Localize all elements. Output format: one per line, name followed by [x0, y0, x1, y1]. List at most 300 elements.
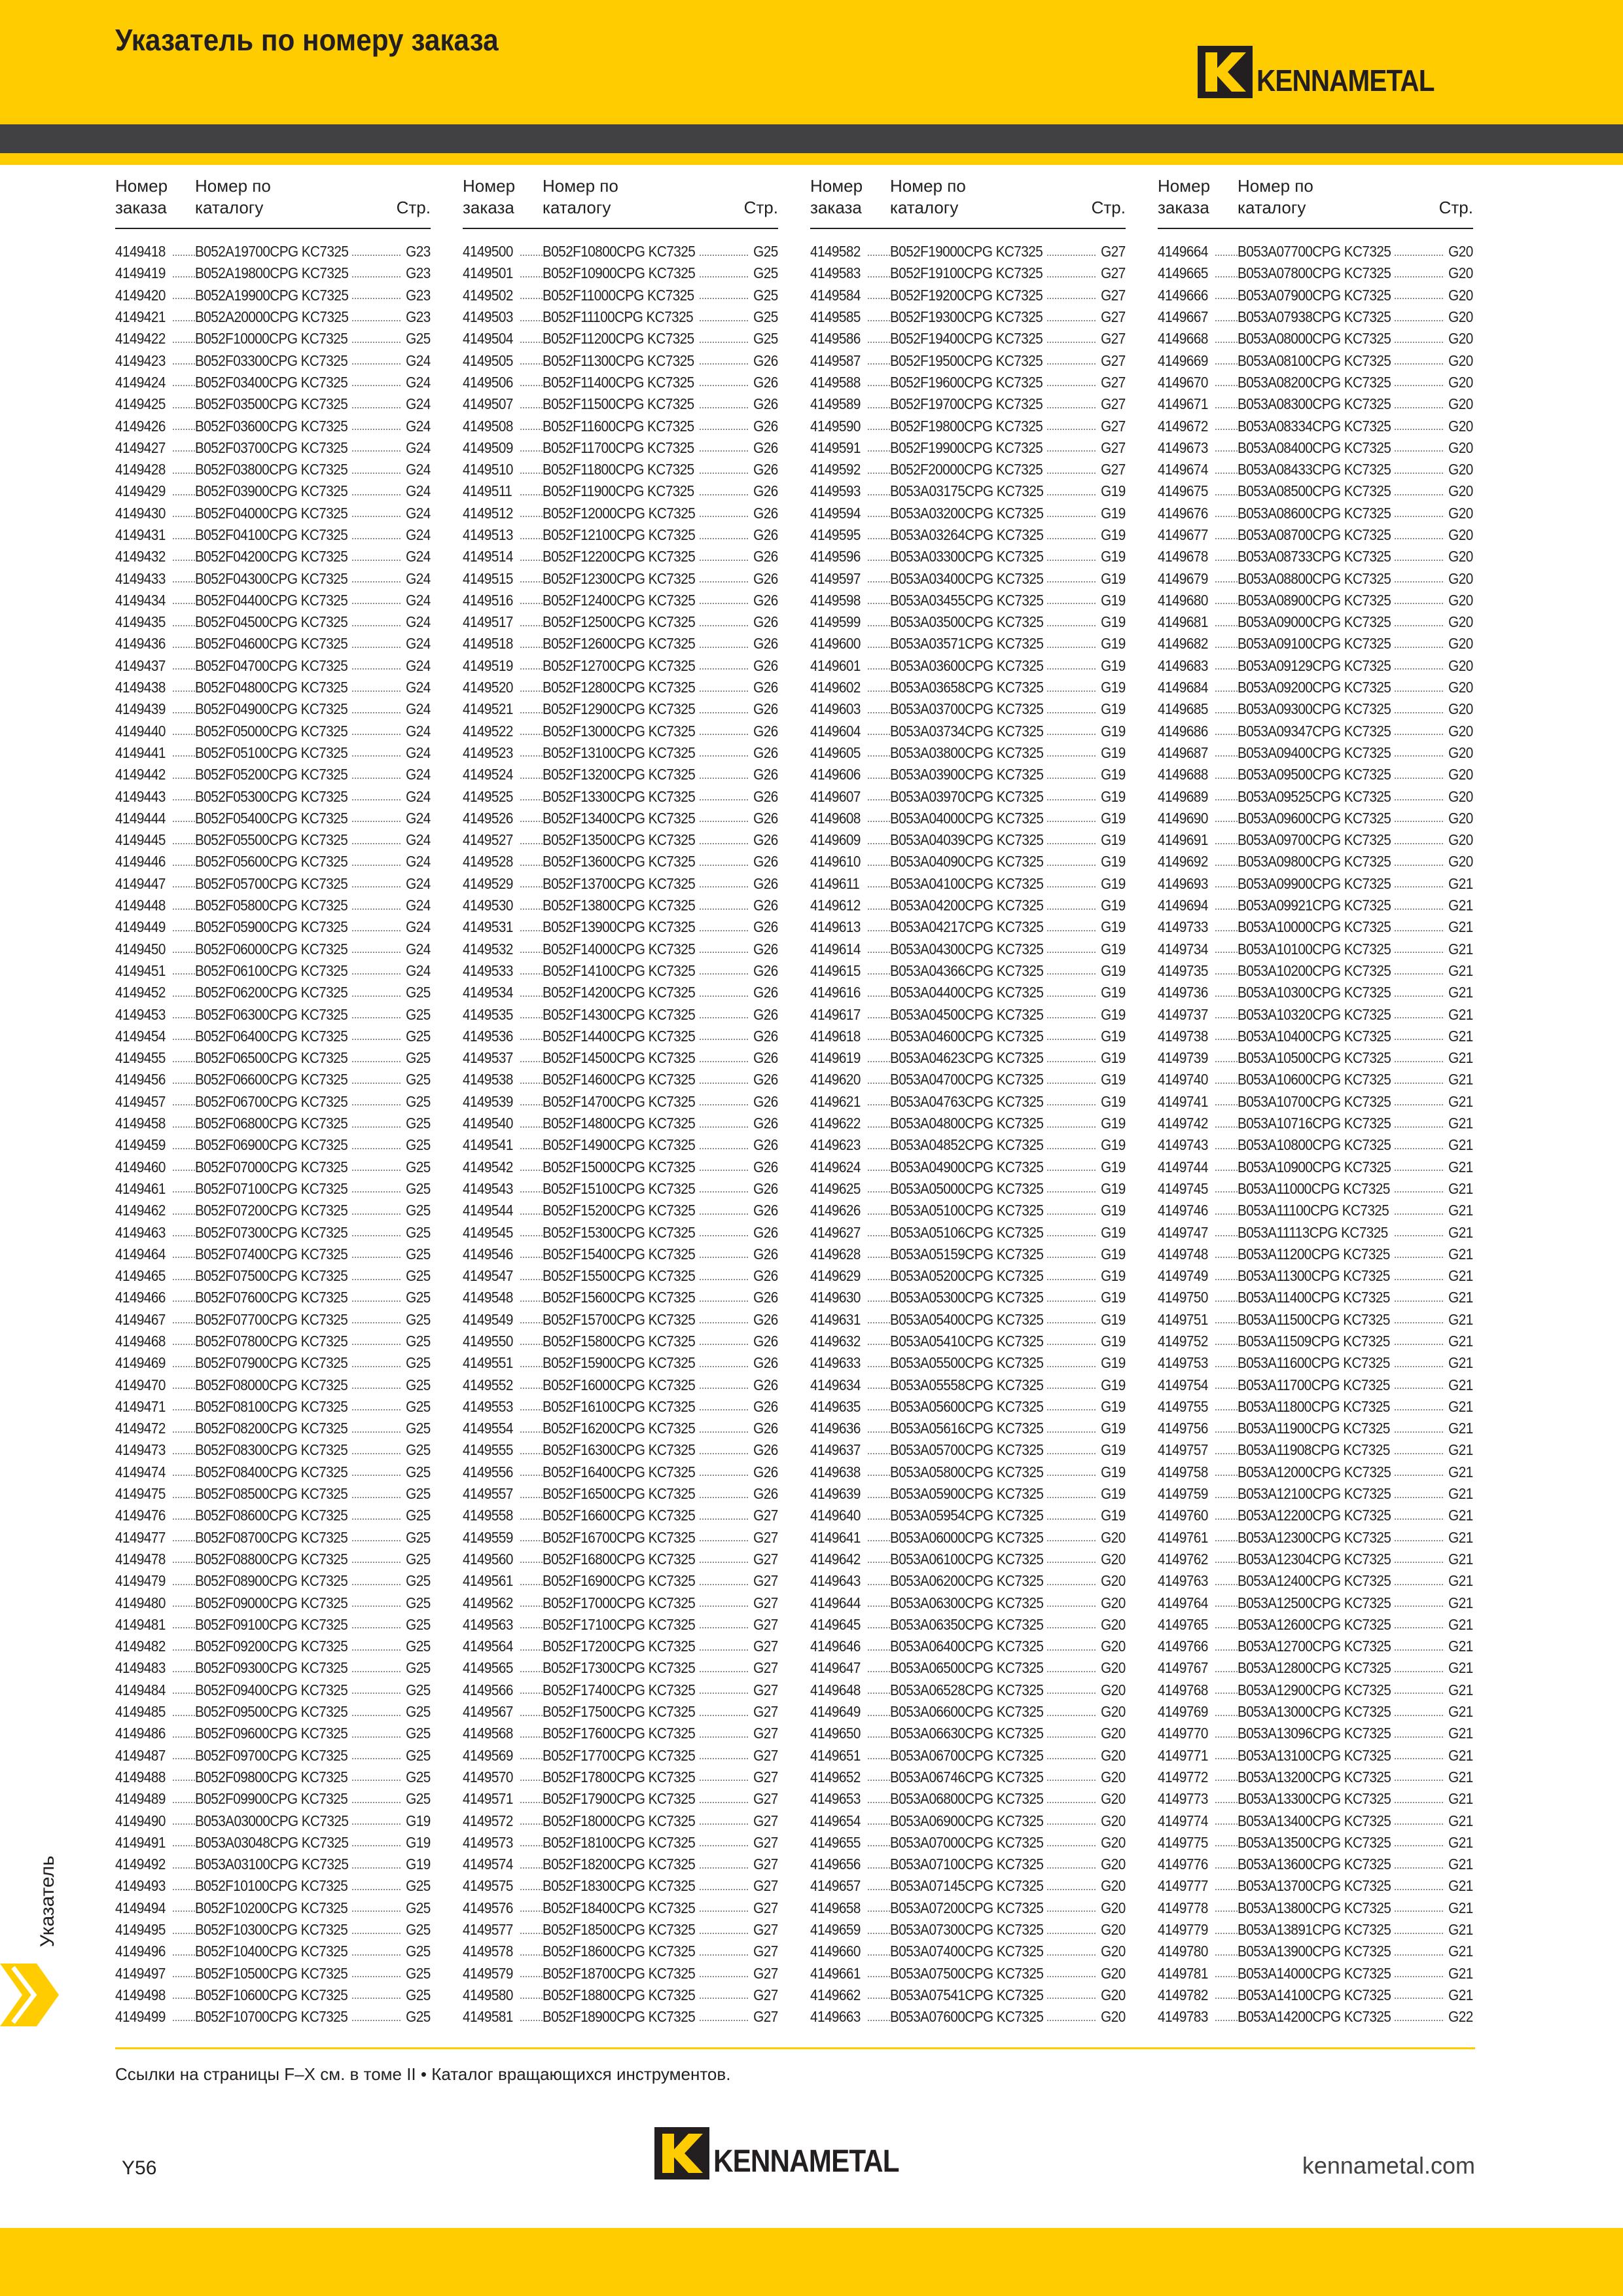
page-ref[interactable]: G20	[1448, 635, 1473, 653]
page-ref[interactable]: G19	[1101, 1507, 1126, 1524]
page-ref[interactable]: G21	[1448, 1071, 1473, 1088]
page-ref[interactable]: G26	[753, 1441, 778, 1459]
page-ref[interactable]: G24	[406, 504, 431, 522]
page-ref[interactable]: G19	[1101, 984, 1126, 1001]
page-ref[interactable]: G26	[753, 482, 778, 500]
page-ref[interactable]: G21	[1448, 1310, 1473, 1328]
page-ref[interactable]: G19	[1101, 1005, 1126, 1023]
page-ref[interactable]: G24	[406, 787, 431, 805]
page-ref[interactable]: G21	[1448, 1136, 1473, 1154]
page-ref[interactable]: G20	[1101, 1899, 1126, 1916]
page-ref[interactable]: G19	[1101, 1027, 1126, 1045]
page-ref[interactable]: G26	[753, 1027, 778, 1045]
page-ref[interactable]: G20	[1101, 1768, 1126, 1785]
page-ref[interactable]: G19	[1101, 548, 1126, 565]
page-ref[interactable]: G19	[1101, 1354, 1126, 1372]
page-ref[interactable]: G24	[406, 766, 431, 783]
page-ref[interactable]: G25	[406, 1158, 431, 1175]
page-ref[interactable]: G20	[1448, 264, 1473, 282]
page-ref[interactable]: G19	[1101, 918, 1126, 936]
page-ref[interactable]: G20	[1101, 1528, 1126, 1546]
page-ref[interactable]: G20	[1101, 1703, 1126, 1721]
page-ref[interactable]: G21	[1448, 1681, 1473, 1698]
page-ref[interactable]: G20	[1448, 744, 1473, 761]
page-ref[interactable]: G25	[406, 1615, 431, 1633]
page-ref[interactable]: G26	[753, 1289, 778, 1306]
page-ref[interactable]: G19	[1101, 1202, 1126, 1219]
page-ref[interactable]: G21	[1448, 1746, 1473, 1764]
page-ref[interactable]: G26	[753, 591, 778, 609]
page-ref[interactable]: G20	[1101, 1572, 1126, 1590]
page-ref[interactable]: G25	[406, 1463, 431, 1480]
page-ref[interactable]: G26	[753, 461, 778, 478]
page-ref[interactable]: G20	[1448, 439, 1473, 456]
page-ref[interactable]: G26	[753, 1485, 778, 1503]
page-ref[interactable]: G19	[1101, 679, 1126, 696]
page-ref[interactable]: G21	[1448, 984, 1473, 1001]
page-ref[interactable]: G26	[753, 1092, 778, 1110]
page-ref[interactable]: G19	[1101, 1179, 1126, 1197]
page-ref[interactable]: G19	[1101, 853, 1126, 870]
page-ref[interactable]: G27	[753, 1615, 778, 1633]
page-ref[interactable]: G20	[1448, 243, 1473, 260]
page-ref[interactable]: G25	[406, 1441, 431, 1459]
page-ref[interactable]: G25	[406, 1768, 431, 1785]
page-ref[interactable]: G26	[753, 1376, 778, 1393]
page-ref[interactable]: G25	[406, 1223, 431, 1241]
page-ref[interactable]: G20	[1448, 395, 1473, 413]
page-ref[interactable]: G26	[753, 1202, 778, 1219]
page-ref[interactable]: G27	[753, 1681, 778, 1698]
page-ref[interactable]: G27	[753, 1725, 778, 1742]
page-ref[interactable]: G24	[406, 526, 431, 543]
page-ref[interactable]: G19	[1101, 1223, 1126, 1241]
page-ref[interactable]: G25	[406, 1703, 431, 1721]
page-ref[interactable]: G19	[406, 1856, 431, 1873]
page-ref[interactable]: G21	[1448, 1659, 1473, 1677]
page-ref[interactable]: G26	[753, 1267, 778, 1285]
page-ref[interactable]: G20	[1448, 417, 1473, 435]
page-ref[interactable]: G26	[753, 679, 778, 696]
page-ref[interactable]: G19	[1101, 722, 1126, 740]
page-ref[interactable]: G25	[406, 1332, 431, 1350]
page-ref[interactable]: G21	[1448, 1550, 1473, 1568]
page-ref[interactable]: G21	[1448, 1921, 1473, 1938]
page-ref[interactable]: G19	[1101, 961, 1126, 979]
page-ref[interactable]: G27	[753, 1638, 778, 1655]
page-ref[interactable]: G25	[406, 1354, 431, 1372]
page-ref[interactable]: G25	[406, 1964, 431, 1982]
page-ref[interactable]: G25	[406, 1202, 431, 1219]
page-ref[interactable]: G21	[1448, 1943, 1473, 1960]
page-ref[interactable]: G24	[406, 439, 431, 456]
page-ref[interactable]: G27	[1101, 351, 1126, 369]
page-ref[interactable]: G21	[1448, 874, 1473, 892]
page-ref[interactable]: G26	[753, 744, 778, 761]
page-ref[interactable]: G26	[753, 1354, 778, 1372]
page-ref[interactable]: G20	[1448, 286, 1473, 304]
page-ref[interactable]: G25	[406, 1420, 431, 1437]
page-ref[interactable]: G26	[753, 1158, 778, 1175]
page-ref[interactable]: G26	[753, 897, 778, 914]
page-ref[interactable]: G20	[1101, 1943, 1126, 1960]
page-ref[interactable]: G19	[1101, 635, 1126, 653]
page-ref[interactable]: G26	[753, 1463, 778, 1480]
page-ref[interactable]: G21	[1448, 1812, 1473, 1829]
page-ref[interactable]: G27	[753, 1768, 778, 1785]
page-ref[interactable]: G25	[406, 1681, 431, 1698]
page-ref[interactable]: G21	[1448, 1441, 1473, 1459]
page-ref[interactable]: G21	[1448, 1202, 1473, 1219]
page-ref[interactable]: G21	[1448, 1092, 1473, 1110]
page-ref[interactable]: G19	[406, 1833, 431, 1851]
page-ref[interactable]: G26	[753, 1245, 778, 1263]
page-ref[interactable]: G25	[406, 330, 431, 348]
page-ref[interactable]: G20	[1448, 373, 1473, 391]
page-ref[interactable]: G20	[1448, 591, 1473, 609]
page-ref[interactable]: G19	[1101, 940, 1126, 958]
page-ref[interactable]: G25	[753, 243, 778, 260]
page-ref[interactable]: G21	[1448, 1332, 1473, 1350]
page-ref[interactable]: G26	[753, 787, 778, 805]
page-ref[interactable]: G21	[1448, 918, 1473, 936]
page-ref[interactable]: G26	[753, 831, 778, 849]
page-ref[interactable]: G26	[753, 1115, 778, 1132]
page-ref[interactable]: G20	[1101, 1594, 1126, 1611]
page-ref[interactable]: G27	[753, 1572, 778, 1590]
page-ref[interactable]: G26	[753, 1049, 778, 1067]
page-ref[interactable]: G26	[753, 1005, 778, 1023]
page-ref[interactable]: G21	[1448, 1005, 1473, 1023]
page-ref[interactable]: G21	[1448, 1507, 1473, 1524]
page-ref[interactable]: G21	[1448, 1158, 1473, 1175]
page-ref[interactable]: G24	[406, 897, 431, 914]
page-ref[interactable]: G21	[1448, 1115, 1473, 1132]
page-ref[interactable]: G21	[1448, 1833, 1473, 1851]
page-ref[interactable]: G26	[753, 504, 778, 522]
page-ref[interactable]: G27	[753, 1964, 778, 1982]
page-ref[interactable]: G20	[1101, 1833, 1126, 1851]
page-ref[interactable]: G20	[1448, 308, 1473, 326]
page-ref[interactable]: G24	[406, 395, 431, 413]
page-ref[interactable]: G25	[753, 286, 778, 304]
page-ref[interactable]: G19	[1101, 526, 1126, 543]
page-ref[interactable]: G24	[406, 548, 431, 565]
page-ref[interactable]: G27	[753, 1790, 778, 1808]
page-ref[interactable]: G20	[1101, 1986, 1126, 2003]
page-ref[interactable]: G27	[753, 1899, 778, 1916]
page-ref[interactable]: G23	[406, 286, 431, 304]
page-ref[interactable]: G21	[1448, 1615, 1473, 1633]
page-ref[interactable]: G26	[753, 1397, 778, 1415]
page-ref[interactable]: G20	[1101, 1877, 1126, 1895]
page-ref[interactable]: G27	[1101, 286, 1126, 304]
page-ref[interactable]: G25	[406, 1746, 431, 1764]
page-ref[interactable]: G26	[753, 1332, 778, 1350]
page-ref[interactable]: G19	[1101, 1158, 1126, 1175]
page-ref[interactable]: G24	[406, 591, 431, 609]
page-ref[interactable]: G27	[753, 1877, 778, 1895]
page-ref[interactable]: G27	[1101, 395, 1126, 413]
page-ref[interactable]: G25	[406, 1289, 431, 1306]
page-ref[interactable]: G21	[1448, 1245, 1473, 1263]
website-link[interactable]: kennametal.com	[1302, 2152, 1475, 2179]
page-ref[interactable]: G20	[1448, 679, 1473, 696]
page-ref[interactable]: G25	[406, 1310, 431, 1328]
page-ref[interactable]: G20	[1101, 1725, 1126, 1742]
page-ref[interactable]: G19	[1101, 1397, 1126, 1415]
page-ref[interactable]: G20	[1448, 787, 1473, 805]
page-ref[interactable]: G21	[1448, 1376, 1473, 1393]
page-ref[interactable]: G25	[406, 1245, 431, 1263]
page-ref[interactable]: G25	[406, 1071, 431, 1088]
page-ref[interactable]: G20	[1101, 1550, 1126, 1568]
page-ref[interactable]: G20	[1101, 1681, 1126, 1698]
page-ref[interactable]: G26	[753, 1310, 778, 1328]
page-ref[interactable]: G20	[1101, 1615, 1126, 1633]
page-ref[interactable]: G20	[1101, 1746, 1126, 1764]
page-ref[interactable]: G21	[1448, 1877, 1473, 1895]
page-ref[interactable]: G24	[406, 744, 431, 761]
page-ref[interactable]: G27	[1101, 373, 1126, 391]
page-ref[interactable]: G26	[753, 1420, 778, 1437]
page-ref[interactable]: G26	[753, 548, 778, 565]
page-ref[interactable]: G27	[1101, 264, 1126, 282]
page-ref[interactable]: G25	[406, 1397, 431, 1415]
page-ref[interactable]: G21	[1448, 1463, 1473, 1480]
page-ref[interactable]: G24	[406, 679, 431, 696]
page-ref[interactable]: G21	[1448, 1027, 1473, 1045]
page-ref[interactable]: G26	[753, 984, 778, 1001]
page-ref[interactable]: G25	[406, 1115, 431, 1132]
page-ref[interactable]: G24	[406, 874, 431, 892]
page-ref[interactable]: G19	[1101, 897, 1126, 914]
page-ref[interactable]: G22	[1448, 2008, 1473, 2026]
page-ref[interactable]: G25	[406, 1986, 431, 2003]
page-ref[interactable]: G27	[753, 1659, 778, 1677]
page-ref[interactable]: G27	[753, 1986, 778, 2003]
page-ref[interactable]: G25	[406, 1877, 431, 1895]
page-ref[interactable]: G26	[753, 656, 778, 674]
page-ref[interactable]: G23	[406, 308, 431, 326]
page-ref[interactable]: G21	[1448, 1768, 1473, 1785]
page-ref[interactable]: G27	[1101, 417, 1126, 435]
page-ref[interactable]: G19	[1101, 1049, 1126, 1067]
page-ref[interactable]: G21	[1448, 1725, 1473, 1742]
page-ref[interactable]: G19	[1101, 1332, 1126, 1350]
page-ref[interactable]: G19	[1101, 1310, 1126, 1328]
page-ref[interactable]: G20	[1448, 504, 1473, 522]
page-ref[interactable]: G24	[406, 918, 431, 936]
page-ref[interactable]: G20	[1101, 1638, 1126, 1655]
page-ref[interactable]: G21	[1448, 1572, 1473, 1590]
page-ref[interactable]: G27	[753, 1833, 778, 1851]
page-ref[interactable]: G27	[753, 1856, 778, 1873]
page-ref[interactable]: G26	[753, 569, 778, 587]
page-ref[interactable]: G25	[406, 1485, 431, 1503]
page-ref[interactable]: G24	[406, 569, 431, 587]
page-ref[interactable]: G20	[1448, 809, 1473, 827]
page-ref[interactable]: G21	[1448, 1420, 1473, 1437]
page-ref[interactable]: G21	[1448, 897, 1473, 914]
page-ref[interactable]: G26	[753, 1071, 778, 1088]
page-ref[interactable]: G25	[406, 1376, 431, 1393]
page-ref[interactable]: G25	[753, 308, 778, 326]
page-ref[interactable]: G23	[406, 264, 431, 282]
page-ref[interactable]: G27	[1101, 330, 1126, 348]
page-ref[interactable]: G20	[1101, 1812, 1126, 1829]
page-ref[interactable]: G26	[753, 373, 778, 391]
page-ref[interactable]: G26	[753, 853, 778, 870]
page-ref[interactable]: G27	[1101, 461, 1126, 478]
page-ref[interactable]: G27	[753, 1594, 778, 1611]
page-ref[interactable]: G21	[1448, 1594, 1473, 1611]
page-ref[interactable]: G25	[406, 1027, 431, 1045]
page-ref[interactable]: G21	[1448, 1049, 1473, 1067]
page-ref[interactable]: G19	[1101, 1245, 1126, 1263]
page-ref[interactable]: G25	[406, 1267, 431, 1285]
page-ref[interactable]: G19	[1101, 613, 1126, 631]
page-ref[interactable]: G25	[753, 264, 778, 282]
page-ref[interactable]: G24	[406, 635, 431, 653]
page-ref[interactable]: G25	[406, 2008, 431, 2026]
page-ref[interactable]: G26	[753, 809, 778, 827]
page-ref[interactable]: G19	[1101, 1376, 1126, 1393]
page-ref[interactable]: G25	[406, 1659, 431, 1677]
page-ref[interactable]: G25	[406, 984, 431, 1001]
page-ref[interactable]: G25	[406, 1136, 431, 1154]
page-ref[interactable]: G26	[753, 613, 778, 631]
page-ref[interactable]: G23	[406, 243, 431, 260]
page-ref[interactable]: G26	[753, 918, 778, 936]
page-ref[interactable]: G20	[1448, 569, 1473, 587]
page-ref[interactable]: G27	[1101, 243, 1126, 260]
page-ref[interactable]: G19	[1101, 766, 1126, 783]
page-ref[interactable]: G25	[406, 1943, 431, 1960]
page-ref[interactable]: G21	[1448, 1528, 1473, 1546]
page-ref[interactable]: G24	[406, 809, 431, 827]
page-ref[interactable]: G26	[753, 1136, 778, 1154]
page-ref[interactable]: G21	[1448, 1354, 1473, 1372]
page-ref[interactable]: G26	[753, 395, 778, 413]
page-ref[interactable]: G26	[753, 439, 778, 456]
page-ref[interactable]: G27	[753, 1943, 778, 1960]
page-ref[interactable]: G21	[1448, 1485, 1473, 1503]
page-ref[interactable]: G26	[753, 351, 778, 369]
page-ref[interactable]: G25	[406, 1092, 431, 1110]
page-ref[interactable]: G19	[1101, 1115, 1126, 1132]
page-ref[interactable]: G26	[753, 766, 778, 783]
page-ref[interactable]: G20	[1448, 700, 1473, 718]
page-ref[interactable]: G20	[1448, 766, 1473, 783]
page-ref[interactable]: G26	[753, 1179, 778, 1197]
page-ref[interactable]: G27	[753, 1507, 778, 1524]
page-ref[interactable]: G20	[1448, 722, 1473, 740]
page-ref[interactable]: G20	[1448, 330, 1473, 348]
page-ref[interactable]: G21	[1448, 1899, 1473, 1916]
page-ref[interactable]: G27	[1101, 308, 1126, 326]
page-ref[interactable]: G19	[1101, 1136, 1126, 1154]
page-ref[interactable]: G25	[753, 330, 778, 348]
page-ref[interactable]: G26	[753, 526, 778, 543]
page-ref[interactable]: G20	[1448, 831, 1473, 849]
page-ref[interactable]: G24	[406, 461, 431, 478]
page-ref[interactable]: G24	[406, 831, 431, 849]
page-ref[interactable]: G19	[1101, 569, 1126, 587]
page-ref[interactable]: G19	[1101, 874, 1126, 892]
page-ref[interactable]: G19	[1101, 787, 1126, 805]
page-ref[interactable]: G19	[1101, 1463, 1126, 1480]
page-ref[interactable]: G20	[1448, 351, 1473, 369]
page-ref[interactable]: G20	[1101, 1790, 1126, 1808]
page-ref[interactable]: G25	[406, 1507, 431, 1524]
page-ref[interactable]: G20	[1448, 526, 1473, 543]
page-ref[interactable]: G21	[1448, 961, 1473, 979]
page-ref[interactable]: G19	[1101, 1289, 1126, 1306]
page-ref[interactable]: G25	[406, 1638, 431, 1655]
page-ref[interactable]: G21	[1448, 1703, 1473, 1721]
page-ref[interactable]: G25	[406, 1790, 431, 1808]
page-ref[interactable]: G26	[753, 1223, 778, 1241]
page-ref[interactable]: G20	[1101, 1964, 1126, 1982]
index-tab-arrow-icon[interactable]	[0, 1964, 65, 2026]
page-ref[interactable]: G25	[406, 1594, 431, 1611]
page-ref[interactable]: G27	[753, 1550, 778, 1568]
page-ref[interactable]: G20	[1101, 1921, 1126, 1938]
page-ref[interactable]: G25	[406, 1550, 431, 1568]
page-ref[interactable]: G21	[1448, 1856, 1473, 1873]
page-ref[interactable]: G27	[753, 1812, 778, 1829]
page-ref[interactable]: G27	[1101, 439, 1126, 456]
page-ref[interactable]: G20	[1448, 482, 1473, 500]
page-ref[interactable]: G19	[1101, 1092, 1126, 1110]
page-ref[interactable]: G24	[406, 700, 431, 718]
page-ref[interactable]: G19	[1101, 591, 1126, 609]
page-ref[interactable]: G21	[1448, 1638, 1473, 1655]
page-ref[interactable]: G20	[1448, 656, 1473, 674]
page-ref[interactable]: G26	[753, 722, 778, 740]
page-ref[interactable]: G24	[406, 482, 431, 500]
page-ref[interactable]: G25	[406, 1528, 431, 1546]
page-ref[interactable]: G21	[1448, 1223, 1473, 1241]
page-ref[interactable]: G24	[406, 613, 431, 631]
page-ref[interactable]: G19	[1101, 744, 1126, 761]
page-ref[interactable]: G25	[406, 1725, 431, 1742]
page-ref[interactable]: G21	[1448, 940, 1473, 958]
page-ref[interactable]: G25	[406, 1049, 431, 1067]
page-ref[interactable]: G19	[1101, 1267, 1126, 1285]
page-ref[interactable]: G19	[1101, 482, 1126, 500]
page-ref[interactable]: G24	[406, 656, 431, 674]
page-ref[interactable]: G27	[753, 1703, 778, 1721]
page-ref[interactable]: G19	[1101, 1420, 1126, 1437]
page-ref[interactable]: G27	[753, 1746, 778, 1764]
page-ref[interactable]: G26	[753, 961, 778, 979]
page-ref[interactable]: G21	[1448, 1790, 1473, 1808]
page-ref[interactable]: G26	[753, 874, 778, 892]
page-ref[interactable]: G24	[406, 853, 431, 870]
page-ref[interactable]: G27	[753, 1528, 778, 1546]
page-ref[interactable]: G26	[753, 700, 778, 718]
kennametal-logo[interactable]	[1198, 46, 1459, 98]
page-ref[interactable]: G19	[1101, 1485, 1126, 1503]
page-ref[interactable]: G26	[753, 635, 778, 653]
page-ref[interactable]: G24	[406, 940, 431, 958]
kennametal-logo-footer[interactable]	[654, 2127, 924, 2179]
page-ref[interactable]: G21	[1448, 1179, 1473, 1197]
page-ref[interactable]: G26	[753, 417, 778, 435]
page-ref[interactable]: G20	[1101, 1659, 1126, 1677]
